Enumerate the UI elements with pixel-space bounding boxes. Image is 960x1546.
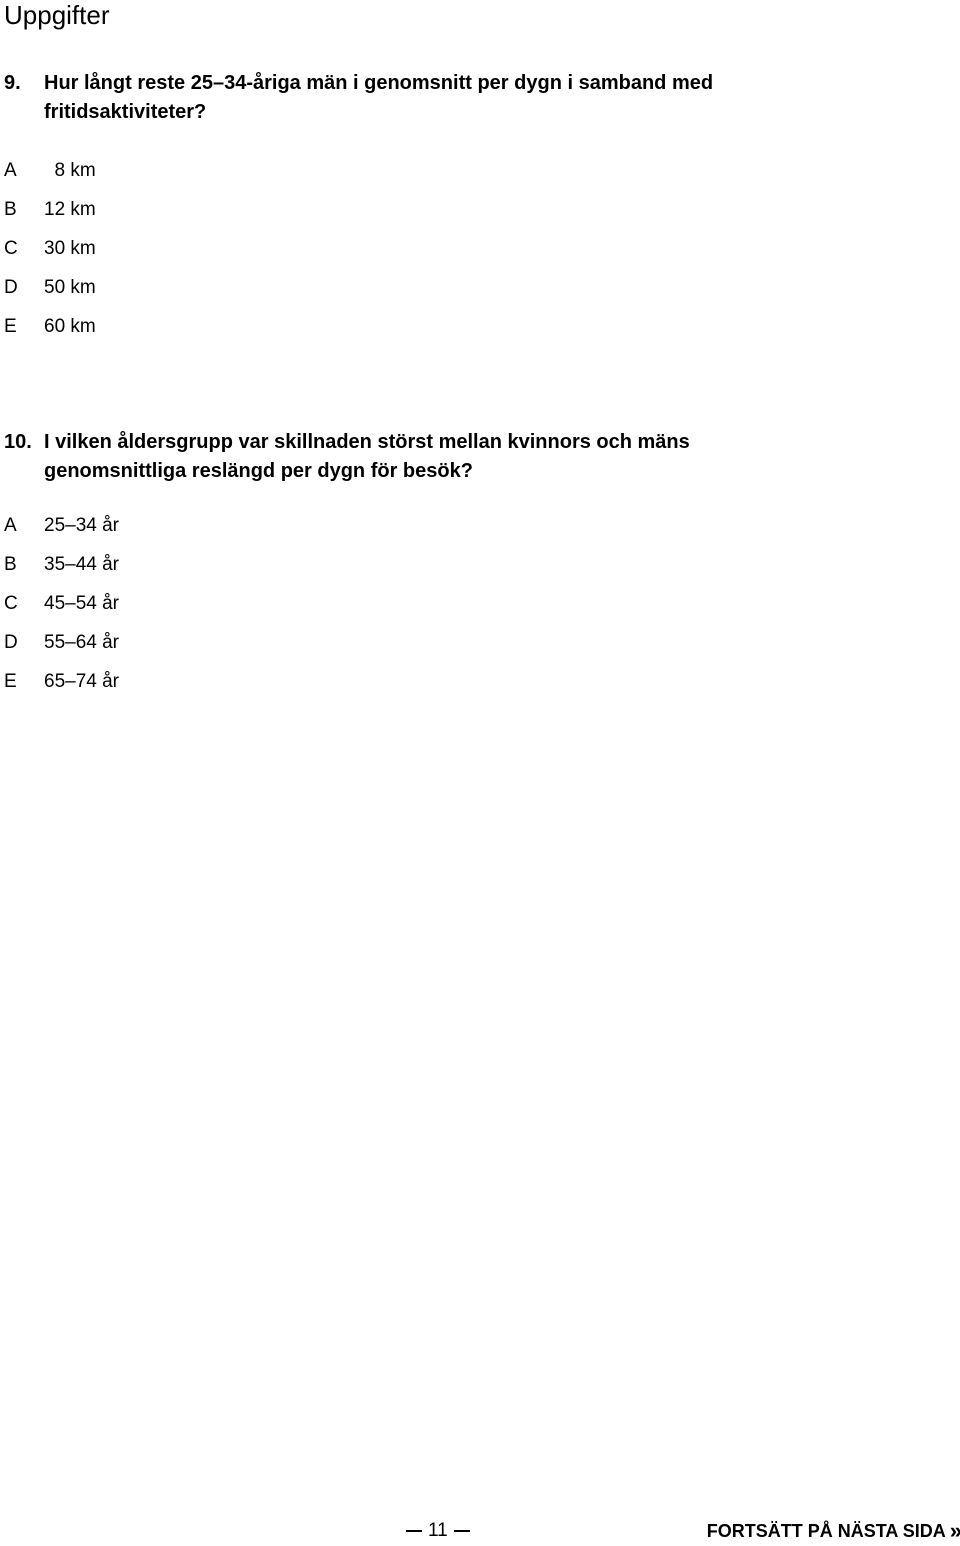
question-10 [0, 428, 940, 486]
option-c[interactable] [0, 229, 400, 268]
option-b[interactable] [0, 545, 400, 584]
dash-right [454, 1530, 470, 1532]
option-value: 65–74 år [44, 671, 120, 692]
option-value: 35–44 år [44, 554, 120, 575]
option-e[interactable] [0, 307, 400, 346]
option-value: 60 km [44, 316, 96, 337]
option-letter: B [4, 554, 17, 575]
page-footer [0, 1516, 960, 1546]
page-number-block [400, 1516, 476, 1546]
option-letter: E [4, 671, 17, 692]
option-letter: A [4, 515, 17, 536]
question-text: Hur långt reste 25–34-åriga män i genomsnitt per dygn i samband med fritidsaktiviteter? [44, 72, 714, 123]
question-9-options [0, 151, 400, 346]
page-heading: Uppgifter [4, 0, 110, 30]
option-b[interactable] [0, 190, 400, 229]
question-number: 9. [4, 72, 21, 94]
page-number: 11 [428, 1520, 448, 1541]
option-a[interactable] [0, 506, 400, 545]
option-value: 45–54 år [44, 593, 120, 614]
dash-left [406, 1530, 422, 1532]
question-9 [0, 69, 940, 127]
option-value: 30 km [44, 238, 96, 259]
option-letter: A [4, 160, 17, 181]
continue-next-page [707, 1516, 956, 1546]
option-letter: D [4, 277, 18, 298]
option-letter: C [4, 593, 18, 614]
continue-label: FORTSÄTT PÅ NÄSTA SIDA [706, 1521, 946, 1541]
option-d[interactable] [0, 623, 400, 662]
option-value: 50 km [44, 277, 96, 298]
question-text: I vilken åldersgrupp var skillnaden störst mellan kvinnors och mäns genomsnittliga reslängd per dygn för besök? [44, 431, 690, 482]
option-c[interactable] [0, 584, 400, 623]
option-value: 8 km [44, 160, 96, 181]
double-chevron-right-icon: » [949, 1518, 956, 1543]
option-letter: C [4, 238, 18, 259]
option-d[interactable] [0, 268, 400, 307]
option-value: 55–64 år [44, 632, 120, 653]
option-letter: D [4, 632, 18, 653]
option-value: 25–34 år [44, 515, 120, 536]
question-number: 10. [4, 431, 32, 453]
option-letter: E [4, 316, 17, 337]
option-value: 12 km [44, 199, 96, 220]
option-letter: B [4, 199, 17, 220]
option-a[interactable] [0, 151, 400, 190]
option-e[interactable] [0, 662, 400, 701]
question-10-options [0, 506, 400, 701]
